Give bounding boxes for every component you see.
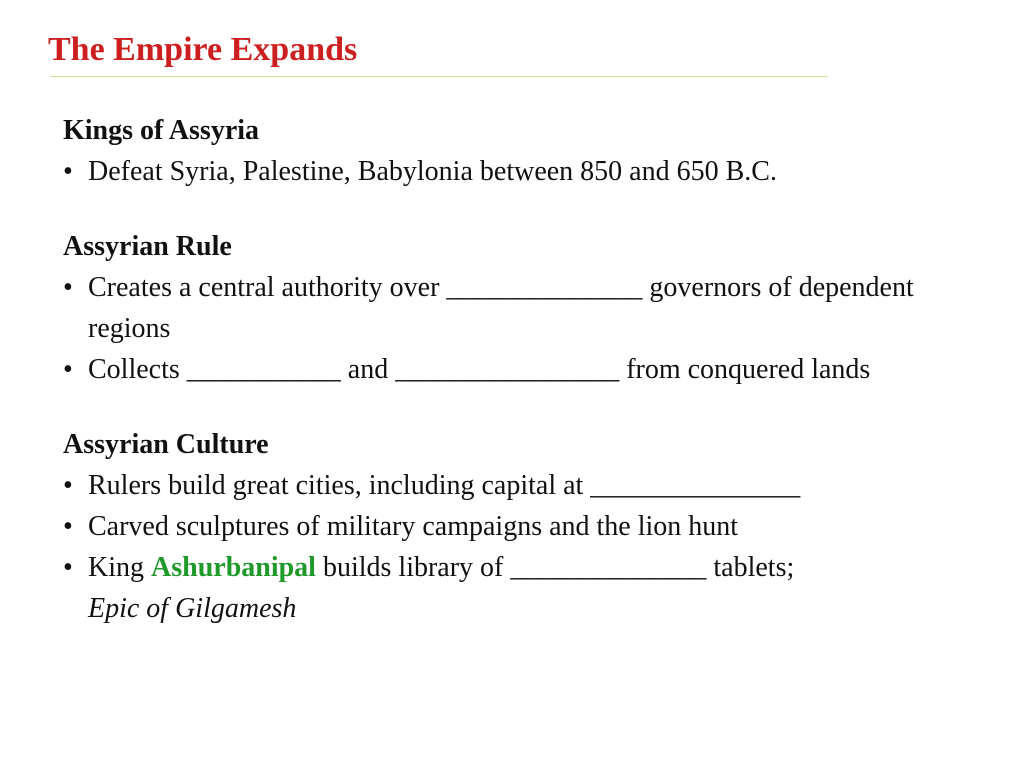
- bullet-icon: •: [63, 156, 73, 187]
- section-assyrian-culture: [63, 424, 993, 629]
- bullet-item: [63, 465, 993, 506]
- section-heading: Assyrian Rule: [63, 231, 232, 262]
- bullet-list: [63, 267, 993, 390]
- section-kings-of-assyria: [63, 110, 993, 192]
- bullet-item: [63, 349, 993, 390]
- bullet-text: Carved sculptures of military campaigns and the lion hunt: [88, 511, 739, 542]
- bullet-icon: •: [63, 511, 73, 542]
- italic-title: Epic of Gilgamesh: [88, 593, 297, 624]
- bullet-text-prefix: King: [88, 552, 151, 583]
- bullet-icon: •: [63, 552, 73, 583]
- bullet-icon: •: [63, 470, 73, 501]
- section-heading: Assyrian Culture: [63, 429, 269, 460]
- highlighted-name: Ashurbanipal: [151, 552, 316, 583]
- bullet-list: [63, 465, 993, 629]
- bullet-text: Creates a central authority over ______________ governors of dependent regions: [88, 272, 914, 344]
- bullet-item: [63, 267, 993, 349]
- bullet-list: [63, 151, 993, 192]
- slide-title: The Empire Expands: [48, 31, 358, 68]
- bullet-icon: •: [63, 272, 73, 303]
- bullet-text: Rulers build great cities, including capital at _______________: [88, 470, 801, 501]
- bullet-item: [63, 506, 993, 547]
- section-assyrian-rule: [63, 226, 993, 390]
- slide-content: [63, 110, 993, 629]
- bullet-text-suffix: builds library of ______________ tablets;: [315, 552, 795, 583]
- bullet-text: Collects ___________ and ________________ from conquered lands: [88, 354, 871, 385]
- title-underline: [50, 76, 828, 77]
- bullet-text: Defeat Syria, Palestine, Babylonia between 850 and 650 B.C.: [88, 156, 777, 187]
- bullet-item: [63, 547, 993, 629]
- section-heading: Kings of Assyria: [63, 115, 260, 146]
- bullet-icon: •: [63, 354, 73, 385]
- bullet-item: [63, 151, 993, 192]
